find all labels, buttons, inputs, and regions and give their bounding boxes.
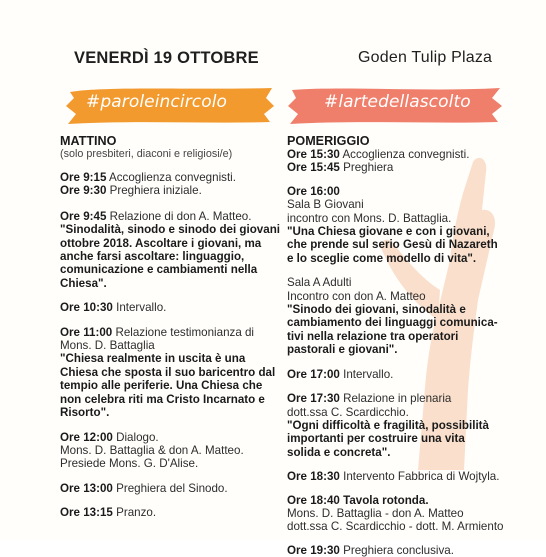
schedule-item: [287, 185, 519, 265]
quote-line: Chiesa che sposta il suo baricentro dal: [60, 365, 276, 379]
schedule-item: [287, 544, 519, 557]
schedule-item: [287, 276, 519, 356]
quote-line: che prende sul serio Gesù di Nazareth: [287, 238, 498, 252]
item-detail: Mons. D. Battaglia & don A. Matteo.: [60, 443, 244, 457]
morning-schedule: [60, 134, 285, 520]
item-time: Ore 11:00: [60, 325, 113, 339]
schedule-item: [60, 482, 285, 495]
item-text: Relazione testimonianza di: [115, 325, 255, 339]
hashtag-lartedellascolto: #lartedellascolto: [324, 92, 471, 112]
schedule-item: [287, 392, 519, 459]
item-text: Preghiera: [343, 161, 394, 175]
hashtag-banner-right: [286, 84, 504, 126]
item-text: Tavola rotonda.: [343, 493, 429, 507]
quote-line: "Sinodo dei giovani, sinodalità e: [287, 303, 466, 317]
item-time: Ore 9:15: [60, 171, 107, 184]
quote-line: non celebra riti ma Cristo Incarnato e: [60, 392, 265, 406]
item-time: Ore 17:00: [287, 367, 340, 381]
item-time: Ore 9:45: [60, 209, 107, 223]
item-text: Intervallo.: [343, 367, 394, 381]
quote-line: importanti per costruire una vita: [287, 432, 465, 446]
quote-line: "Ogni difficoltà e fragilità, possibilità: [287, 418, 489, 432]
item-time: Ore 18:30: [287, 470, 340, 484]
item-time: Ore 12:00: [60, 430, 113, 444]
item-detail: incontro con Mons. D. Battaglia.: [287, 211, 452, 225]
item-text: Pranzo.: [116, 506, 157, 520]
schedule-item: [60, 210, 285, 290]
quote-line: anche farsi ascoltare: linguaggio,: [60, 250, 245, 264]
item-detail: dott.ssa C. Scardicchio.: [287, 405, 409, 419]
item-text: Preghiera iniziale.: [109, 184, 202, 198]
item-detail: Incontro con don A. Matteo: [287, 289, 426, 303]
item-text: Preghiera conclusiva.: [343, 543, 454, 557]
section-title-mattino: MATTINO: [60, 134, 117, 148]
date-heading: VENERDÌ 19 OTTOBRE: [74, 49, 259, 67]
schedule-item: [287, 494, 519, 534]
item-time: Ore 16:00: [287, 184, 340, 198]
venue-heading: Goden Tulip Plaza: [358, 49, 493, 66]
quote-line: Chiesa".: [60, 276, 107, 290]
item-text: Relazione di don A. Matteo.: [109, 209, 252, 223]
item-detail: Mons. D. Battaglia: [60, 339, 155, 353]
item-time: Ore 15:45: [287, 161, 340, 175]
schedule-item: [60, 326, 285, 420]
hashtag-paroleincircolo: #paroleincircolo: [86, 92, 228, 112]
quote-line: "Sinodalità, sinodo e sinodo dei giovani: [60, 223, 280, 237]
quote-line: cambiamento dei linguaggi comunica-: [287, 316, 498, 330]
quote-line: Risorto".: [60, 406, 110, 420]
item-time: Ore 9:30: [60, 184, 107, 198]
schedule-item: [287, 368, 519, 381]
schedule-item: [60, 431, 285, 471]
item-time: Ore 19:30: [287, 543, 340, 557]
item-text: Intervallo.: [116, 301, 167, 315]
item-text: Preghiera del Sinodo.: [116, 481, 228, 495]
item-text: Accoglienza convegnisti.: [342, 148, 470, 161]
item-text: Accoglienza convegnisti.: [109, 171, 236, 184]
quote-line: tempio alle periferie. Una Chiesa che: [60, 379, 263, 393]
section-title-pomeriggio: POMERIGGIO: [287, 134, 370, 148]
quote-line: "Chiesa realmente in uscita è una: [60, 352, 246, 366]
item-text: Intervento Fabbrica di Wojtyla.: [343, 470, 500, 484]
item-time: Ore 13:00: [60, 481, 113, 495]
quote-line: e lo sceglie come modello di vita".: [287, 251, 477, 265]
section-subtitle: (solo presbiteri, diaconi e religiosi/e): [60, 148, 233, 160]
schedule-item: [287, 470, 519, 483]
item-text: Dialogo.: [116, 430, 159, 444]
item-time: Ore 13:15: [60, 506, 113, 520]
quote-line: pastorali e giovani".: [287, 343, 398, 357]
item-time: Ore 17:30: [287, 392, 340, 406]
quote-line: solida e concreta".: [287, 445, 391, 459]
hashtag-banner-left: [66, 84, 276, 126]
schedule-item: [60, 171, 285, 198]
item-time: Ore 18:40: [287, 493, 340, 507]
quote-line: tivi nella relazione tra operatori: [287, 329, 459, 343]
item-detail: Mons. D. Battaglia - don A. Matteo: [287, 506, 464, 520]
item-time: Ore 15:30: [287, 148, 340, 161]
item-text: Relazione in plenaria: [343, 392, 452, 406]
schedule-item: [60, 506, 285, 519]
item-detail: Presiede Mons. G. D'Alise.: [60, 457, 199, 471]
room-label: Sala A Adulti: [287, 276, 352, 290]
item-time: Ore 10:30: [60, 301, 113, 315]
quote-line: "Una Chiesa giovane e con i giovani,: [287, 225, 490, 239]
item-detail: dott.ssa C. Scardicchio - dott. M. Armiento: [287, 520, 504, 534]
quote-line: ottobre 2018. Ascoltare i giovani, ma: [60, 236, 262, 250]
afternoon-schedule: [287, 134, 519, 557]
room-label: Sala B Giovani: [287, 198, 364, 212]
quote-line: comunicazione e cambiamenti nella: [60, 263, 258, 277]
schedule-item: [60, 301, 285, 314]
